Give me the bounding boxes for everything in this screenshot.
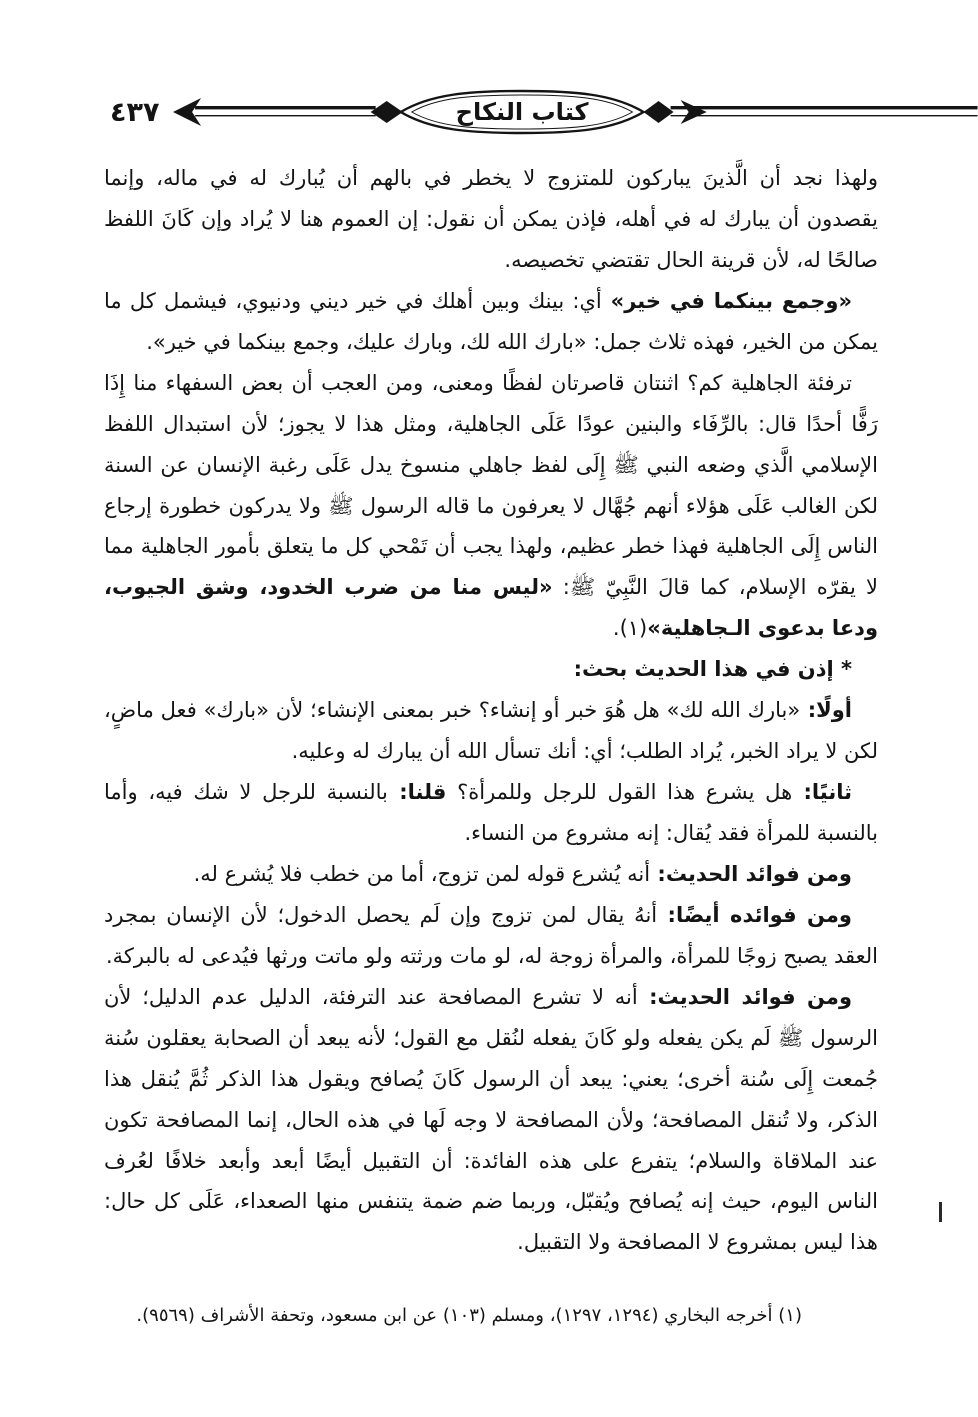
bold-text-segment: «ليس منا من ضرب الخدود، وشق الجيوب، ودعا بدعوى الـجاهلية» — [104, 575, 878, 641]
body-text-segment: أنهُ يقال لمن تزوج وإن لَم يحصل الدخول؛ لأن الإنسان بمجرد العقد يصبح زوجًا للمرأة، والمرأة زوجة له، لو مات ورثته ولو ماتت ورثها فيُدعى له بالبركة. — [104, 902, 878, 968]
body-text-segment: أي: بينك وبين أهلك في خير ديني ودنيوي، فيشمل كل ما يمكن من الخير، فهذه ثلاث جمل: «بارك الله لك، وبارك عليك، وجمع بينكما في خير». — [104, 288, 878, 354]
bold-text-segment: ثانيًا: — [792, 780, 852, 805]
body-text-segment: هل يشرع هذا القول للرجل وللمرأة؟ — [446, 780, 793, 805]
paragraph — [104, 363, 878, 650]
bold-text-segment: ومن فوائد الحديث: — [637, 984, 852, 1009]
paragraph — [104, 895, 878, 977]
bold-text-segment: «وجمع بينكما في خير» — [601, 288, 853, 313]
left-arrow-ornament — [173, 98, 201, 126]
paragraph — [104, 690, 878, 772]
paragraph — [104, 854, 878, 895]
chapter-title: كتاب النكاح — [456, 98, 589, 126]
rule-line — [196, 115, 377, 116]
diamond-ornament — [371, 101, 403, 123]
body-text-segment: ترفئة الجاهلية كم؟ اثنتان قاصرتان لفظًا ومعنى، ومن العجب أن بعض السفهاء منا إِذَا رَفًّا أحدًا قال: بالرِّفَاء والبنين عودًا عَلَى الجاهلية، ومثل هذا لا يجوز؛ لأن استبدال اللفظ الإسلامي الَّذي وضعه النبي ﷺ إِلَى لفظ جاهلي منسوخ يدل عَلَى رغبة الإنسان عن السنة لكن الغالب عَلَى هؤلاء أنهم جُهَّال لا يعرفون ما قاله الرسول ﷺ ولا يدركون خطورة إرجاع الناس إِلَى الجاهلية فهذا خطر عظيم، ولهذا يجب أن تَمْحي كل ما يتعلق بأمور الجاهلية مما لا يقرّه الإسلام، كما قالَ النَّبِيّ ﷺ: — [104, 370, 879, 600]
page-number: ٤٣٧ — [110, 96, 160, 128]
body-text-segment: «بارك الله لك» هل هُوَ خبر أو إنشاء؟ خبر بمعنى الإنشاء؛ لأن «بارك» فعل ماضٍ، لكن لا يراد الخبر، يُراد الطلب؛ أي: أنك تسأل الله أن يبارك له وعليه. — [104, 698, 878, 764]
scan-artifact-mark — [939, 1202, 942, 1222]
rule-line — [671, 115, 978, 116]
body-text-segment: بالنسبة للرجل لا شك فيه، وأما بالنسبة للمرأة فقد يُقال: إنه مشروع من النساء. — [104, 780, 878, 845]
right-arrow-ornament — [681, 100, 707, 124]
body-text-segment: ولهذا نجد أن الَّذينَ يباركون للمتزوج لا يخطر في بالهم أن يُبارك له في ماله، وإنما يقصدون أن يبارك له في أهله، فإذن يمكن أن نقول: إن العموم هنا لا يُراد وإن كَانَ اللفظ صالحًا له، لأن قرينة الحال تقتضي تخصيصه. — [104, 166, 878, 272]
diamond-ornament — [644, 101, 674, 123]
bold-text-segment: ومن فوائده أيضًا: — [657, 902, 852, 927]
body-text — [104, 158, 878, 1263]
ornamental-rule — [169, 86, 978, 138]
paragraph — [104, 158, 878, 281]
body-text-segment: أنه لا تشرع المصافحة عند الترفئة، الدليل عدم الدليل؛ لأن الرسول ﷺ لَم يكن يفعله ولو كَانَ يفعله لنُقل مع القول؛ لأنه يبعد أن الصحابة يعقلون سُنة جُمعت إِلَى سُنة أخرى؛ يعني: يبعد أن الرسول كَانَ يُصافح ويقول هذا الذكر ثُمَّ يُنقل هذا الذكر، ولا تُنقل المصافحة؛ ولأن المصافحة لا وجه لَها في هذه الحال، إنما المصافحة تكون عند الملاقاة والسلام؛ يتفرع على هذه الفائدة: أن التقبيل أيضًا أبعد وأبعد خلافًا لعُرف الناس اليوم، حيث إنه يُصافح ويُقبّل، وربما ضم ضمة يتنفس منها الصعداء، عَلَى كل حال: هذا ليس بمشروع لا المصافحة ولا التقبيل. — [104, 984, 878, 1255]
paragraph — [104, 772, 878, 854]
paragraph — [104, 977, 878, 1264]
body-text-segment: (١). — [612, 616, 648, 641]
rule-line — [671, 106, 978, 109]
bold-text-segment: قلنا: — [387, 780, 447, 805]
bold-text-segment: * إذن في هذا الحديث بحث: — [573, 657, 852, 682]
bold-text-segment: أولًا: — [800, 698, 852, 723]
bold-text-segment: ومن فوائد الحديث: — [650, 861, 852, 886]
rule-line — [196, 106, 377, 109]
body-text-segment: أنه يُشرع قوله لمن تزوج، أما من خطب فلا يُشرع له. — [193, 861, 651, 886]
footnote-text: (١) أخرجه البخاري (١٢٩٤، ١٢٩٧)، ومسلم (١٠٣) عن ابن مسعود، وتحفة الأشراف (٩٥٦٩). — [136, 1305, 802, 1326]
footnote — [130, 1302, 802, 1331]
paragraph — [104, 649, 878, 690]
paragraph — [104, 281, 878, 363]
page-header — [0, 86, 978, 138]
